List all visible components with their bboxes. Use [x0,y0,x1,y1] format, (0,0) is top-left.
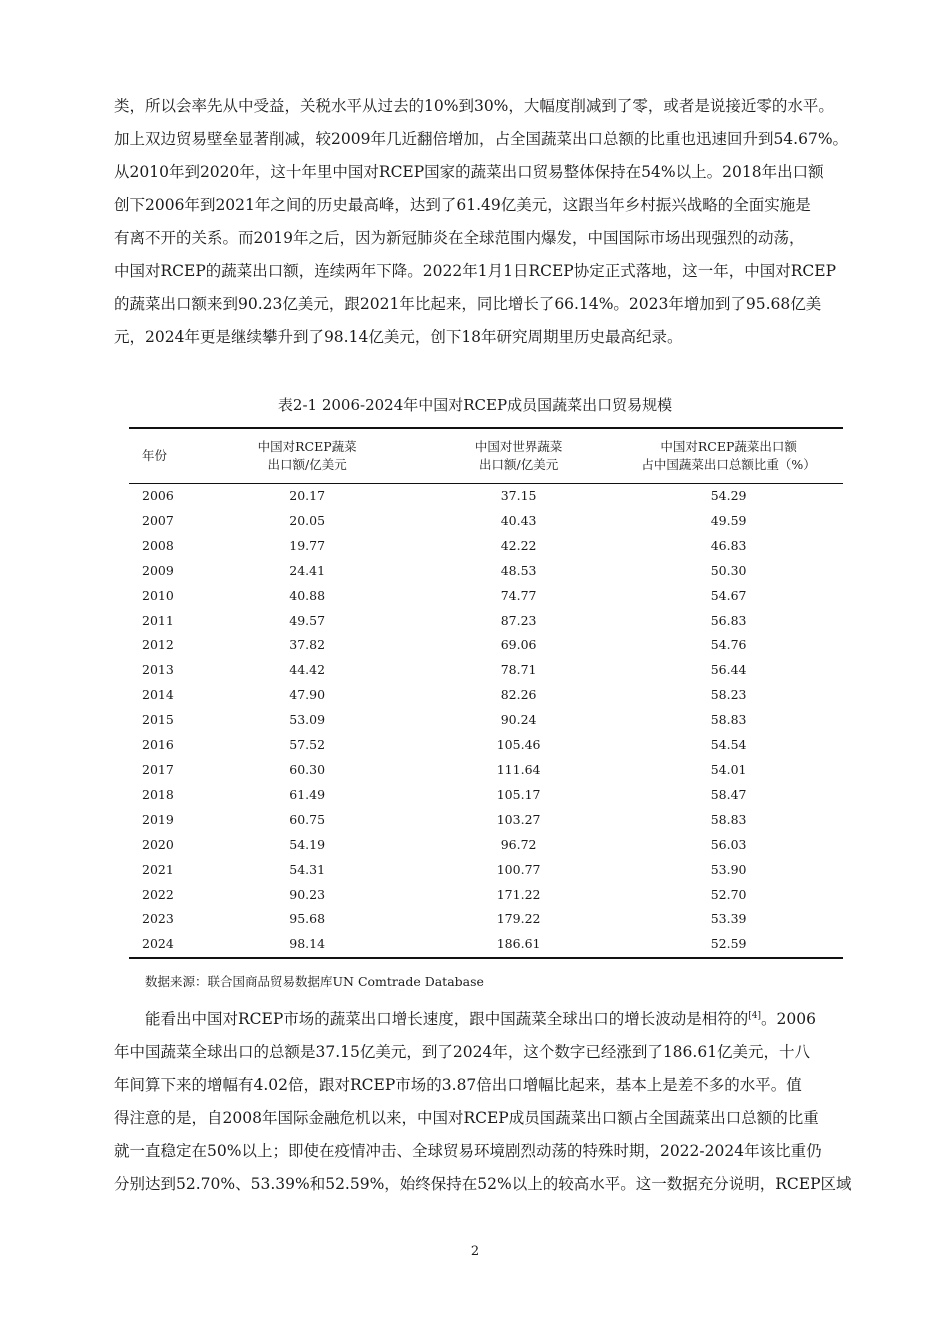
text-line: 从2010年到2020年，这十年里中国对RCEP国家的蔬菜出口贸易整体保持在54%以上。2018年出口额 [114,163,824,181]
cell-rcep-export: 54.31 [289,861,326,877]
cell-share: 54.67 [710,587,747,603]
cell-year: 2008 [142,537,174,553]
text-line: 就一直稳定在50%以上；即使在疫情冲击、全球贸易环境剧烈动荡的特殊时期，2022-2024年该比重仍 [114,1142,822,1160]
text-line: 中国对RCEP的蔬菜出口额，连续两年下降。2022年1月1日RCEP协定正式落地，这一年，中国对RCEP [114,262,836,280]
cell-share: 58.23 [710,687,747,703]
cell-year: 2010 [142,587,174,603]
text-line: 的蔬菜出口额来到90.23亿美元，跟2021年比起来，同比增长了66.14%。2023年增加到了95.68亿美 [114,295,822,313]
cell-share: 54.01 [710,761,747,777]
cell-rcep-export: 57.52 [289,737,326,753]
cell-year: 2011 [142,612,174,628]
cell-share: 53.90 [710,861,747,877]
text-line: 元，2024年更是继续攀升到了98.14亿美元，创下18年研究周期里历史最高纪录。 [114,328,683,346]
cell-rcep-export: 90.23 [289,886,326,902]
table-body [129,484,843,959]
text-line: 年间算下来的增幅有4.02倍，跟对RCEP市场的3.87倍出口增幅比起来，基本上是差不多的水平。值 [114,1076,802,1094]
table-row [129,658,843,683]
cell-rcep-export: 20.05 [289,512,326,528]
text-line: 能看出中国对RCEP市场的蔬菜出口增长速度，跟中国蔬菜全球出口的增长波动是相符的[4]。2006 [145,1010,816,1028]
cell-year: 2009 [142,562,174,578]
cell-rcep-export: 60.75 [289,811,326,827]
cell-share: 58.83 [710,811,747,827]
table-row [129,733,843,758]
cell-world-export: 42.22 [500,537,537,553]
table-row [129,932,843,958]
cell-rcep-export: 44.42 [289,662,326,678]
cell-share: 56.03 [710,836,747,852]
data-source-note: 数据来源：联合国商品贸易数据库UN Comtrade Database [145,974,484,989]
table-row [129,509,843,534]
text-line: 分别达到52.70%、53.39%和52.59%，始终保持在52%以上的较高水平。这一数据充分说明，RCEP区域 [114,1175,852,1193]
cell-share: 52.70 [710,886,747,902]
cell-world-export: 103.27 [496,811,541,827]
table-row [129,633,843,658]
cell-world-export: 96.72 [500,836,537,852]
cell-rcep-export: 60.30 [289,761,326,777]
table-row [129,708,843,733]
cell-year: 2013 [142,662,174,678]
cell-year: 2019 [142,811,174,827]
text-line: 创下2006年到2021年之间的历史最高峰，达到了61.49亿美元，这跟当年乡村振兴战略的全面实施是 [114,196,811,214]
cell-rcep-export: 61.49 [289,786,326,802]
cell-year: 2022 [142,886,174,902]
table-row [129,783,843,808]
table-row [129,534,843,559]
cell-world-export: 171.22 [496,886,541,902]
cell-world-export: 179.22 [496,911,541,927]
cell-rcep-export: 53.09 [289,712,326,728]
cell-world-export: 40.43 [500,512,537,528]
cell-share: 54.76 [710,637,747,653]
cell-world-export: 90.24 [500,712,537,728]
cell-rcep-export: 40.88 [289,587,326,603]
cell-year: 2024 [129,932,201,958]
cell-rcep-export: 98.14 [201,932,423,958]
cell-year: 2012 [142,637,174,653]
cell-rcep-export: 95.68 [289,911,326,927]
table-caption: 表2-1 2006-2024年中国对RCEP成员国蔬菜出口贸易规模 [277,396,673,414]
cell-world-export: 105.17 [496,786,541,802]
text-line: 类，所以会率先从中受益，关税水平从过去的10%到30%，大幅度削减到了零，或者是说接近零的水平。 [114,97,834,115]
cell-year: 2006 [142,488,174,503]
cell-year: 2014 [142,687,174,703]
header-year: 年份 [129,428,201,484]
table-row [129,584,843,609]
cell-share: 56.44 [710,662,747,678]
cell-year: 2021 [142,861,174,877]
table-row [129,907,843,932]
header-rcep-export: 中国对RCEP蔬菜 出口额/亿美元 [201,428,423,484]
cell-year: 2016 [142,737,174,753]
cell-year: 2015 [142,712,174,728]
cell-world-export: 48.53 [500,562,537,578]
export-table [129,427,843,959]
table-row [129,683,843,708]
cell-share: 49.59 [710,512,747,528]
table-row [129,833,843,858]
cell-share: 53.39 [710,911,747,927]
page-number: 2 [470,1244,480,1259]
cell-world-export: 87.23 [500,612,537,628]
cell-share: 52.59 [624,932,843,958]
cell-world-export: 111.64 [496,761,541,777]
cell-share: 50.30 [710,562,747,578]
cell-year: 2007 [142,512,174,528]
cell-year: 2020 [142,836,174,852]
cell-world-export: 78.71 [500,662,537,678]
cell-share: 58.83 [710,712,747,728]
header-share: 中国对RCEP蔬菜出口额 占中国蔬菜出口总额比重（%） [624,428,843,484]
table-row [129,808,843,833]
cell-year: 2017 [142,761,174,777]
cell-world-export: 100.77 [496,861,541,877]
cell-world-export: 74.77 [500,587,537,603]
cell-year: 2023 [142,911,174,927]
cell-year: 2018 [142,786,174,802]
table-row [129,883,843,908]
cell-rcep-export: 49.57 [289,612,326,628]
cell-world-export: 105.46 [496,737,541,753]
text-line: 有离不开的关系。而2019年之后，因为新冠肺炎在全球范围内爆发，中国国际市场出现强烈的动荡， [114,229,805,247]
cell-share: 54.29 [710,488,747,503]
cell-rcep-export: 24.41 [289,562,326,578]
cell-rcep-export: 37.82 [289,637,326,653]
cell-rcep-export: 20.17 [289,488,326,503]
header-world-export: 中国对世界蔬菜 出口额/亿美元 [423,428,624,484]
body-paragraph-2 [114,1003,866,1201]
table-row [129,609,843,634]
cell-world-export: 69.06 [500,637,537,653]
table-header-row [129,428,843,484]
cell-world-export: 82.26 [500,687,537,703]
table-row [129,858,843,883]
table-row [129,758,843,783]
cell-rcep-export: 19.77 [289,537,326,553]
cell-share: 56.83 [710,612,747,628]
cell-share: 46.83 [710,537,747,553]
body-paragraph-1 [114,90,866,354]
cell-world-export: 37.15 [500,488,537,503]
text-line: 加上双边贸易壁垒显著削减，较2009年几近翻倍增加，占全国蔬菜出口总额的比重也迅速回升到54.67%。 [114,130,849,148]
text-line: 得注意的是，自2008年国际金融危机以来，中国对RCEP成员国蔬菜出口额占全国蔬菜出口总额的比重 [114,1109,819,1127]
table-row [129,559,843,584]
citation-marker[interactable]: [4] [748,1011,762,1021]
cell-rcep-export: 47.90 [289,687,326,703]
text-line: 年中国蔬菜全球出口的总额是37.15亿美元，到了2024年，这个数字已经涨到了186.61亿美元，十八 [114,1043,811,1061]
cell-world-export: 186.61 [423,932,624,958]
table-row [129,484,843,509]
cell-share: 54.54 [710,737,747,753]
cell-share: 58.47 [710,786,747,802]
cell-rcep-export: 54.19 [289,836,326,852]
